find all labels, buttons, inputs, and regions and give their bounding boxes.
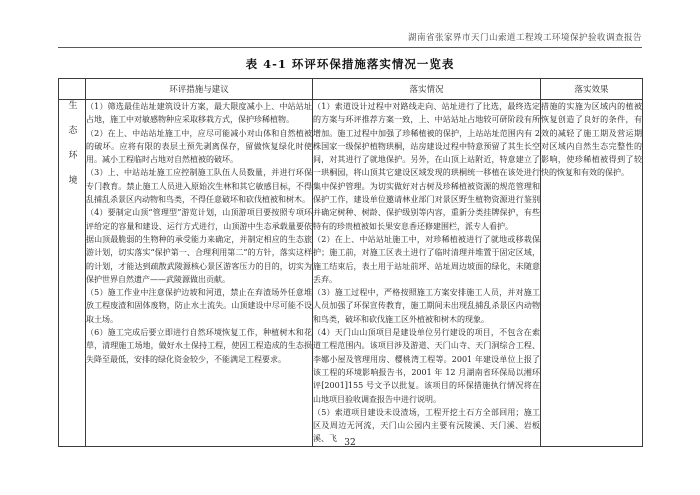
implementation-item-5: （5）索道项目建设未设渣场，工程开挖土石方全部回用；施工区及周边无河流，天门山公园内主要有沅陵溪、天门溪、岩板溪、飞 xyxy=(313,407,540,444)
header-rule xyxy=(58,47,642,48)
report-header-title: 湖南省张家界市天门山索道工程竣工环境保护验收调查报告 xyxy=(407,33,642,43)
implementation-item-4: （4）天门山山顶项目是建设单位另行建设的项目，不包含在索道工程范围内。该项目涉及游道、天门山寺、天门洞综合工程、李娜小屋及管理用房、樱桃湾工程等。2001 年建设单位上报了该工程的环境影响报告书，2001 年 12 月湖南省环保局以湘环评[2001]155 号文予以批复。该项目的环保措施执行情况将在山地项目验收调查报告中进行说明。 xyxy=(313,328,540,404)
page-number: 32 xyxy=(344,438,356,448)
measure-item-1: （1）筛选最佳站址建筑设计方案，最大限度减小上、中站站址占地，施工中对敏感物种应采取移栽方式，保护珍稀植物。 xyxy=(86,102,312,125)
measure-item-6: （6）施工完成后要立即进行自然环境恢复工作，种植树木和花草，清理施工场地，做好水土保持工程，使因工程造成的生态损失降至最低，安排的绿化资金较少，不能满足工程要求。 xyxy=(86,328,312,364)
implementation-item-1: （1）索道设计过程中对路线走向、站址进行了比选，最终选定的方案与环评推荐方案一致，上、中站站址占地较可研阶段有所增加。施工过程中加强了珍稀植被的保护，上站站址范围内有 2 株国家一级保护植物珙桐，站房建设过程中特意预留了其生长空间，对其进行了就地保护。另外，在山顶上站附近，特意建立了一珙桐园，将山顶其它建设区域发现的珙桐统一移植在该处进行集中保护管理。为切实做好对古树及珍稀植被资源的规范管理和保护工作，建设单位邀请林业部门对景区野生植物资源进行鉴别并确定树种、树龄、保护级别等内容，重新分类挂牌保护，有些特有的珍贵植被如长果安息香还修建围栏，派专人看护。 xyxy=(313,102,540,231)
col-header-effect: 落实效果 xyxy=(541,79,643,100)
measure-item-5: （5）施工作业中注意保护边坡和河道，禁止在弃渣场外任意堆放工程废渣和固体废物，防止水土流失。山顶建设中尽可能不设取土场。 xyxy=(86,288,312,324)
measure-item-2: （2）在上、中站站址施工中，应尽可能减小对山体和自然植被的破坏。应将有限的表层土预先剥离保存，留做恢复绿化时使用。减小工程临时占地对自然植被的破坏。 xyxy=(86,128,312,165)
col-header-implementation: 落实情况 xyxy=(313,79,541,100)
implementation-item-2: （2）在上、中站站址施工中，对珍稀植被进行了就地或移栽保护；施工前，对施工区表土进行了临时清理并堆置于固定区域，施工结束后，表土用于站址前坪、站址周边坡面的绿化，未随意丢弃。 xyxy=(313,234,540,284)
effect-cell xyxy=(541,100,643,447)
row-label-ecology: 生态环境 xyxy=(66,100,77,200)
effect-text: 措施的实施为区域内的植被恢复创造了良好的条件，有效的减轻了施工期及营运期对区域内自然生态完整性的影响，使珍稀植被得到了较快的恢复和有效的保护。 xyxy=(541,102,642,178)
table-header-row xyxy=(59,79,643,100)
epa-measures-table xyxy=(58,78,643,447)
row-label-cell xyxy=(59,100,86,447)
measure-item-3: （3）上、中站站址施工应控制施工队伍人员数量，并进行环保专门教育。禁止施工人员进入原始次生林和其它敏感目标，不得乱捕乱杀景区内动物和鸟类，不得任意破坏和砍伐植被和树木。 xyxy=(86,168,312,205)
table-title: 表 4-1 环评环保措施落实情况一览表 xyxy=(245,57,455,71)
measures-cell xyxy=(86,100,313,447)
implementation-cell xyxy=(313,100,541,447)
implementation-item-3: （3）施工过程中，严格按照施工方案安排施工人员，并对施工人员加强了环保宣传教育，施工期间未出现乱捕乱杀景区内动物和鸟类，破坏和砍伐施工区外植被和树木的现象。 xyxy=(313,288,540,324)
col-header-measures: 环评措施与建议 xyxy=(86,79,313,100)
table-body-row xyxy=(59,100,643,447)
corner-cell xyxy=(59,79,86,100)
measure-item-4: （4）要制定山顶“管理型”游览计划，山顶游项目要按照专项环评给定的容量和建设、运行方式进行，山顶游中生态承载量要依据山顶最脆弱的生物种的承受能力来确定，并制定相应的生态旅游计划，切实落实“保护第一、合理利用第二”的方针，落实这样的计划，才能达到疏散武陵源核心景区游客压力的目的，切实为保护世界自然遗产——武陵源做出贡献。 xyxy=(86,208,312,284)
